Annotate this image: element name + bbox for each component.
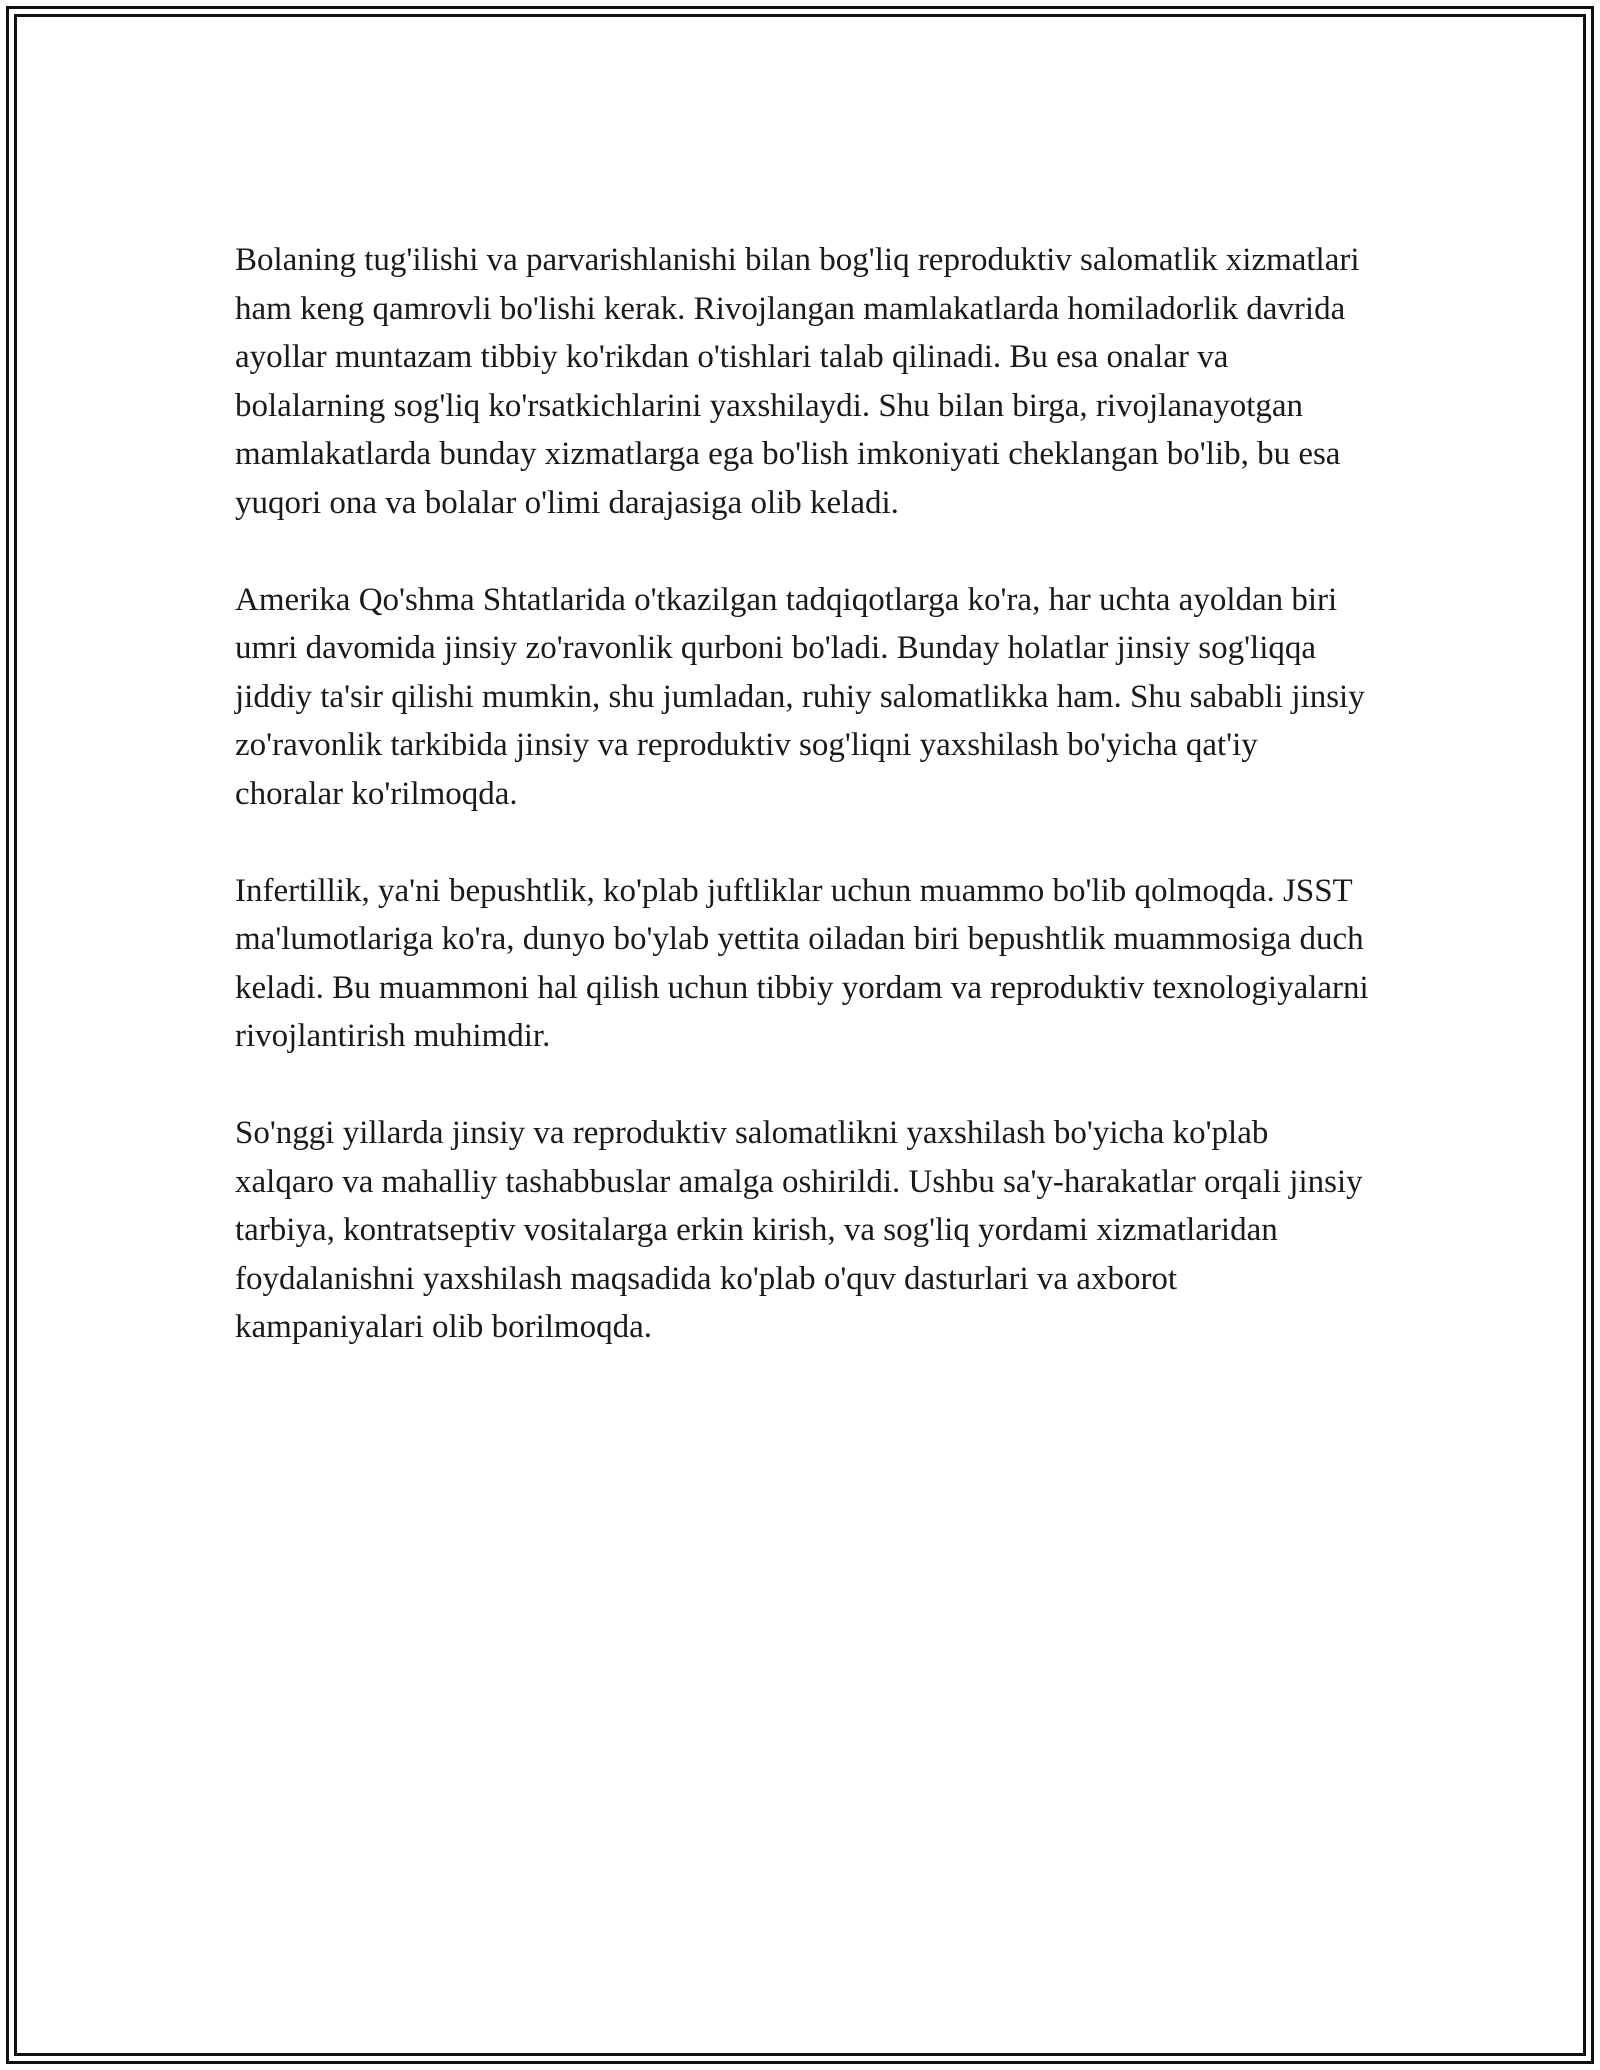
paragraph-birth-care-services: Bolaning tug'ilishi va parvarishlanishi bilan bog'liq reproduktiv salomatlik xizmatlari ham keng qamrovli bo'lishi kerak. Rivojlangan mamlakatlarda homiladorlik davrida ayollar muntazam tibbiy ko'rikdan o'tishlari talab qilinadi. Bu esa onalar va bolalarning sog'liq ko'rsatkichlarini yaxshilaydi. Shu bilan birga, rivojlanayotgan mamlakatlarda bunday xizmatlarga ega bo'lish imkoniyati cheklangan bo'lib, bu esa yuqori ona va bolalar o'limi darajasiga olib keladi.: [235, 242, 1360, 521]
paragraph-sexual-violence: Amerika Qo'shma Shtatlarida o'tkazilgan tadqiqotlarga ko'ra, har uchta ayoldan biri umri davomida jinsiy zo'ravonlik qurboni bo'ladi. Bunday holatlar jinsiy sog'liqqa jiddiy ta'sir qilishi mumkin, shu jumladan, ruhiy salomatlikka ham. Shu sababli jinsiy zo'ravonlik tarkibida jinsiy va reproduktiv sog'liqni yaxshilash bo'yicha qat'iy choralar ko'rilmoqda.: [235, 581, 1365, 812]
document-body: [235, 236, 1370, 1400]
paragraph-initiatives: So'nggi yillarda jinsiy va reproduktiv salomatlikni yaxshilash bo'yicha ko'plab xalqaro va mahalliy tashabbuslar amalga oshirildi. Ushbu sa'y-harakatlar orqali jinsiy tarbiya, kontratseptiv vositalarga erkin kirish, va sog'liq yordami xizmatlaridan foydalanishni yaxshilash maqsadida ko'plab o'quv dasturlari va axborot kampaniyalari olib borilmoqda.: [235, 1115, 1363, 1345]
paragraph-infertility: Infertillik, ya'ni bepushtlik, ko'plab juftliklar uchun muammo bo'lib qolmoqda. JSST ma'lumotlariga ko'ra, dunyo bo'ylab yettita oiladan biri bepushtlik muammosiga duch keladi. Bu muammoni hal qilish uchun tibbiy yordam va reproduktiv texnologiyalarni rivojlantirish muhimdir.: [235, 872, 1369, 1054]
